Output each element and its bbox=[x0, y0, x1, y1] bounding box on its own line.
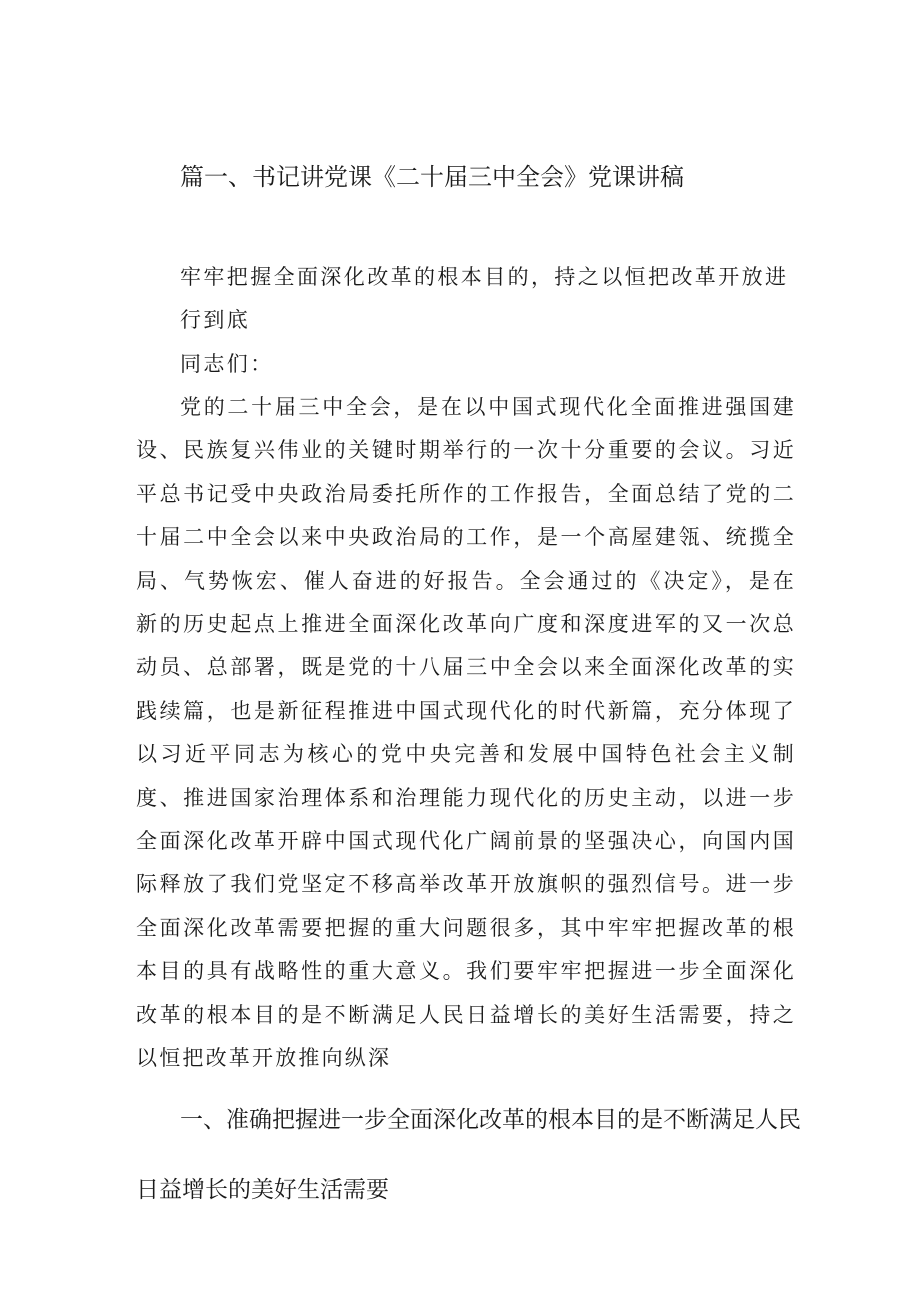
section-heading-one: 一、准确把握进一步全面深化改革的根本目的是不断满足人民日益增长的美好生活需要 bbox=[136, 1107, 801, 1203]
greeting-line: 同志们： bbox=[180, 352, 274, 376]
body-paragraph: 党的二十届三中全会，是在以中国式现代化全面推进强国建设、民族复兴伟业的关键时期举行的一次十分重要的会议。习近平总书记受中央政治局委托所作的工作报告，全面总结了党的二十届二中全会以来中央政治局的工作，是一个高屋建瓴、统揽全局、气势恢宏、催人奋进的好报告。全会通过的《决定》，是在新的历史起点上推进全面深化改革向广度和深度进军的又一次总动员、总部署，既是党的十八届三中全会以来全面深化改革的实践续篇，也是新征程推进中国式现代化的时代新篇，充分体现了以习近平同志为核心的党中央完善和发展中国特色社会主义制度、推进国家治理体系和治理能力现代化的历史主动，以进一步全面深化改革开辟中国式现代化广阔前景的坚强决心，向国内国际释放了我们党坚定不移高举改革开放旗帜的强烈信号。进一步全面深化改革需要把握的重大问题很多，其中牢牢把握改革的根本目的具有战略性的重大意义。我们要牢牢把握进一步全面深化改革的根本目的是不断满足人民日益增长的美好生活需要，持之以恒把改革开放推向纵深 bbox=[136, 395, 796, 1071]
document-subtitle: 牢牢把握全面深化改革的根本目的，持之以恒把改革开放进行到底 bbox=[180, 265, 789, 332]
document-title: 篇一、书记讲党课《二十届三中全会》党课讲稿 bbox=[180, 163, 684, 191]
